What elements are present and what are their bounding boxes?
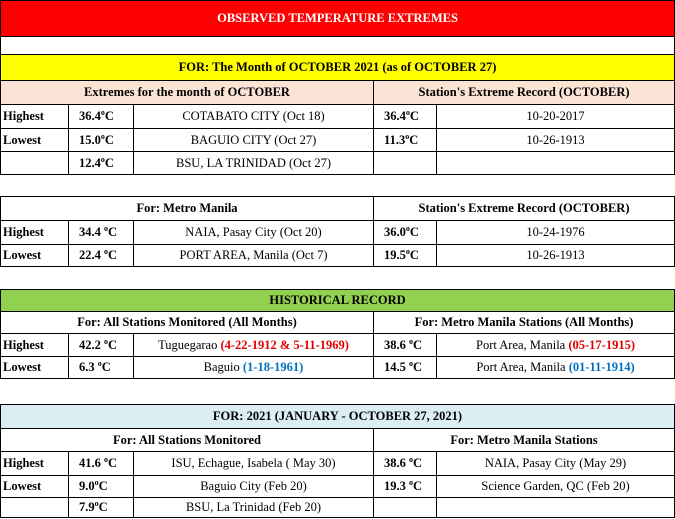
temp-cell: 7.9$^o$C bbox=[69, 498, 134, 518]
record-temp-cell bbox=[374, 152, 437, 175]
table-row bbox=[1, 152, 675, 175]
temp-cell: 9.0$^o$C bbox=[69, 476, 134, 498]
temp-cell: 36.4$^o$C bbox=[69, 105, 134, 129]
row-label: Lowest bbox=[1, 476, 69, 498]
table-row bbox=[1, 129, 675, 152]
record-station-cell: Science Garden, QC (Feb 20) bbox=[437, 476, 675, 498]
month-col-left: Extremes for the month of OCTOBER bbox=[1, 81, 374, 105]
record-station-cell: Port Area, Manila (05-17-1915) bbox=[437, 334, 675, 357]
temp-cell: 15.0$^o$C bbox=[69, 129, 134, 152]
station-cell: PORT AREA, Manila (Oct 7) bbox=[134, 245, 374, 267]
record-temp-cell: 38.6 $^o$C bbox=[374, 452, 437, 476]
station-cell: BAGUIO CITY (Oct 27) bbox=[134, 129, 374, 152]
station-cell: Baguio (1-18-1961) bbox=[134, 357, 374, 379]
temp-cell: 34.4 $^o$C bbox=[69, 221, 134, 245]
metro-table bbox=[0, 196, 675, 267]
historical-table bbox=[0, 289, 675, 379]
row-label bbox=[1, 152, 69, 175]
record-temp-cell: 11.3$^o$C bbox=[374, 129, 437, 152]
historical-col-left: For: All Stations Monitored (All Months) bbox=[1, 312, 374, 334]
year-col-right: For: Metro Manila Stations bbox=[374, 429, 675, 452]
record-temp-cell: 38.6 $^o$C bbox=[374, 334, 437, 357]
table-row bbox=[1, 498, 675, 518]
row-label: Lowest bbox=[1, 245, 69, 267]
year-heading: FOR: 2021 (JANUARY - OCTOBER 27, 2021) bbox=[1, 405, 675, 429]
temp-cell: 6.3 $^o$C bbox=[69, 357, 134, 379]
table-row bbox=[1, 221, 675, 245]
row-label: Highest bbox=[1, 105, 69, 129]
record-temp-cell: 19.3 $^o$C bbox=[374, 476, 437, 498]
row-label: Highest bbox=[1, 452, 69, 476]
record-date-cell: 10-26-1913 bbox=[437, 245, 675, 267]
row-label: Highest bbox=[1, 221, 69, 245]
temp-cell: 42.2 $^o$C bbox=[69, 334, 134, 357]
station-cell: Baguio City (Feb 20) bbox=[134, 476, 374, 498]
title-table bbox=[0, 0, 675, 81]
record-temp-cell bbox=[374, 498, 437, 518]
record-date-cell bbox=[437, 152, 675, 175]
month-heading: FOR: The Month of OCTOBER 2021 (as of OCTOBER 27) bbox=[1, 55, 675, 81]
station-cell: BSU, La Trinidad (Feb 20) bbox=[134, 498, 374, 518]
station-cell: BSU, LA TRINIDAD (Oct 27) bbox=[134, 152, 374, 175]
row-label: Highest bbox=[1, 334, 69, 357]
table-row bbox=[1, 334, 675, 357]
metro-col-left: For: Metro Manila bbox=[1, 197, 374, 221]
table-row bbox=[1, 476, 675, 498]
record-date-cell: 10-24-1976 bbox=[437, 221, 675, 245]
historical-col-right: For: Metro Manila Stations (All Months) bbox=[374, 312, 675, 334]
record-temp-cell: 36.0$^o$C bbox=[374, 221, 437, 245]
table-row bbox=[1, 245, 675, 267]
station-cell: COTABATO CITY (Oct 18) bbox=[134, 105, 374, 129]
record-station-cell bbox=[437, 498, 675, 518]
table-row bbox=[1, 452, 675, 476]
record-date-cell: 10-20-2017 bbox=[437, 105, 675, 129]
table-row bbox=[1, 105, 675, 129]
month-col-right: Station's Extreme Record (OCTOBER) bbox=[374, 81, 675, 105]
record-temp-cell: 19.5$^o$C bbox=[374, 245, 437, 267]
spacer-row bbox=[1, 37, 675, 55]
year-col-left: For: All Stations Monitored bbox=[1, 429, 374, 452]
metro-col-right: Station's Extreme Record (OCTOBER) bbox=[374, 197, 675, 221]
record-station-cell: Port Area, Manila (01-11-1914) bbox=[437, 357, 675, 379]
station-cell: Tuguegarao (4-22-1912 & 5-11-1969) bbox=[134, 334, 374, 357]
temp-cell: 12.4$^o$C bbox=[69, 152, 134, 175]
record-station-cell: NAIA, Pasay City (May 29) bbox=[437, 452, 675, 476]
row-label: Lowest bbox=[1, 357, 69, 379]
station-cell: ISU, Echague, Isabela ( May 30) bbox=[134, 452, 374, 476]
temp-cell: 41.6 $^o$C bbox=[69, 452, 134, 476]
page-title: OBSERVED TEMPERATURE EXTREMES bbox=[1, 1, 675, 37]
row-label: Lowest bbox=[1, 129, 69, 152]
record-temp-cell: 14.5 $^o$C bbox=[374, 357, 437, 379]
historical-heading: HISTORICAL RECORD bbox=[1, 290, 675, 312]
temp-cell: 22.4 $^o$C bbox=[69, 245, 134, 267]
record-temp-cell: 36.4$^o$C bbox=[374, 105, 437, 129]
station-cell: NAIA, Pasay City (Oct 20) bbox=[134, 221, 374, 245]
record-date-cell: 10-26-1913 bbox=[437, 129, 675, 152]
row-label bbox=[1, 498, 69, 518]
year-table bbox=[0, 404, 675, 518]
table-row bbox=[1, 357, 675, 379]
month-table bbox=[0, 80, 675, 175]
